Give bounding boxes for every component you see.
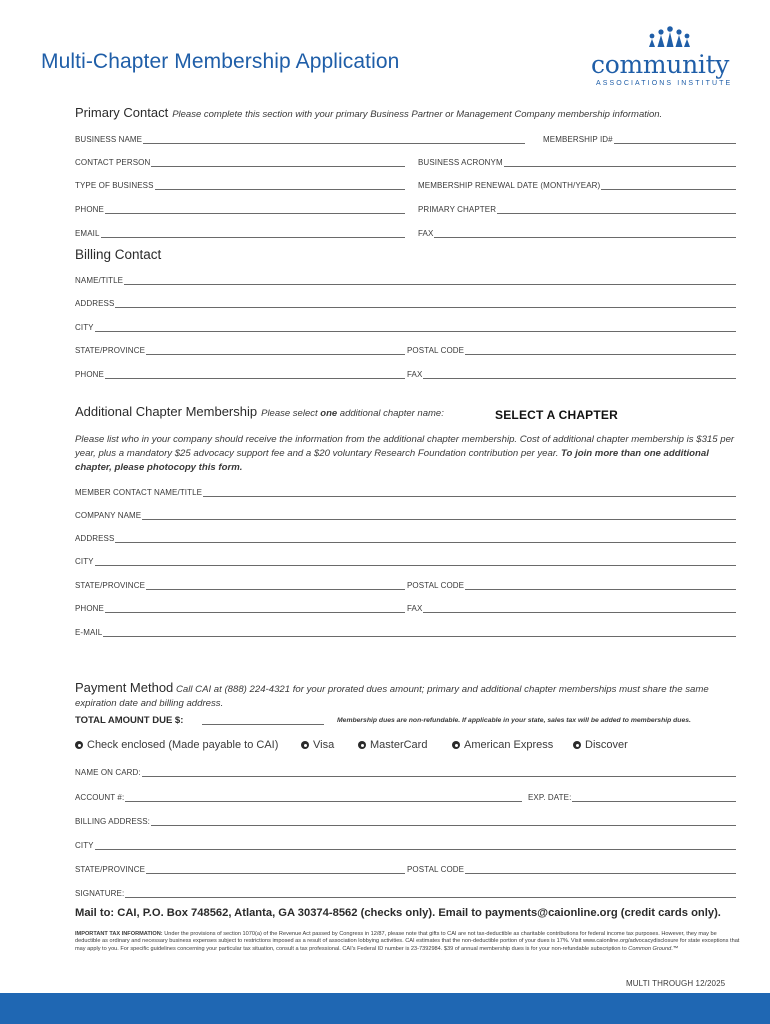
billing-name-title-field[interactable]: NAME/TITLE xyxy=(75,273,736,285)
page-title: Multi-Chapter Membership Application xyxy=(41,50,400,73)
renewal-date-field[interactable]: MEMBERSHIP RENEWAL DATE (MONTH/YEAR) xyxy=(418,178,736,190)
additional-postal-field[interactable]: POSTAL CODE xyxy=(407,578,736,590)
logo-subtitle: ASSOCIATIONS INSTITUTE xyxy=(596,80,733,87)
type-of-business-field[interactable]: TYPE OF BUSINESS xyxy=(75,178,405,190)
card-billing-address-field[interactable]: BILLING ADDRESS: xyxy=(75,814,736,826)
billing-address-field[interactable]: ADDRESS xyxy=(75,296,736,308)
total-amount-input[interactable] xyxy=(202,724,324,725)
primary-chapter-field[interactable]: PRIMARY CHAPTER xyxy=(418,202,736,214)
option-amex[interactable]: American Express xyxy=(452,739,553,751)
option-visa[interactable]: Visa xyxy=(301,739,334,751)
mail-instructions: Mail to: CAI, P.O. Box 748562, Atlanta, GA 30374-8562 (checks only). Email to payments@caionline.org (credit cards only). xyxy=(75,907,721,919)
additional-phone-field[interactable]: PHONE xyxy=(75,601,405,613)
billing-contact-heading: Billing Contact xyxy=(75,247,162,262)
people-logo-icon xyxy=(646,26,692,48)
form-code: MULTI THROUGH 12/2025 xyxy=(626,979,726,988)
business-name-field[interactable]: BUSINESS NAME xyxy=(75,132,525,144)
chapter-select[interactable]: SELECT A CHAPTER xyxy=(495,408,618,422)
tax-information: IMPORTANT TAX INFORMATION: Under the provisions of section 1070(a) of the Revenue Act passed by Congress in 12/87, please note that gifts to CAI are not tax-deductible as charitable contributions for federal income tax purposes. However, they may be deductible as ordinary and necessary business expenses subject to restrictions imposed as a result of association lobbying activities. CAI estimates that the non-deductible portion of your dues is 17%. Visit www.caionline.org/advocacydisclosure for state exceptions that may apply to you. For specific guidelines concerning your particular tax situation, consult a tax professional. CAI's Federal ID number is 23-7392984. $39 of annual membership dues is for your non-refundable subscription to Common Ground.™ xyxy=(75,931,740,952)
additional-fax-field[interactable]: FAX xyxy=(407,601,736,613)
primary-email-field[interactable]: EMAIL xyxy=(75,226,405,238)
signature-field[interactable]: SIGNATURE: xyxy=(75,886,736,898)
card-city-field[interactable]: CITY xyxy=(75,838,736,850)
billing-phone-field[interactable]: PHONE xyxy=(75,367,405,379)
additional-email-field[interactable]: E-MAIL xyxy=(75,625,736,637)
radio-icon[interactable] xyxy=(75,741,83,749)
total-amount-row xyxy=(75,714,740,728)
primary-fax-field[interactable]: FAX xyxy=(418,226,736,238)
radio-icon[interactable] xyxy=(452,741,460,749)
total-amount-note: Membership dues are non-refundable. If applicable in your state, sales tax will be added to membership dues. xyxy=(337,717,691,724)
additional-address-field[interactable]: ADDRESS xyxy=(75,531,736,543)
billing-state-field[interactable]: STATE/PROVINCE xyxy=(75,343,405,355)
billing-city-field[interactable]: CITY xyxy=(75,320,736,332)
radio-icon[interactable] xyxy=(358,741,366,749)
radio-icon[interactable] xyxy=(573,741,581,749)
option-discover[interactable]: Discover xyxy=(573,739,628,751)
primary-phone-field[interactable]: PHONE xyxy=(75,202,405,214)
primary-contact-heading: Primary Contact Please complete this section with your primary Business Partner or Management Company membership information. xyxy=(75,105,663,120)
option-check[interactable]: Check enclosed (Made payable to CAI) xyxy=(75,739,278,751)
card-state-field[interactable]: STATE/PROVINCE xyxy=(75,862,405,874)
name-on-card-field[interactable]: NAME ON CARD: xyxy=(75,765,736,777)
member-contact-field[interactable]: MEMBER CONTACT NAME/TITLE xyxy=(75,485,736,497)
business-acronym-field[interactable]: BUSINESS ACRONYM xyxy=(418,155,736,167)
primary-contact-note: Please complete this section with your primary Business Partner or Management Company membership information. xyxy=(172,109,663,120)
contact-person-field[interactable]: CONTACT PERSON xyxy=(75,155,405,167)
logo-wordmark: community xyxy=(591,50,730,79)
account-number-field[interactable]: ACCOUNT #: xyxy=(75,790,522,802)
card-postal-field[interactable]: POSTAL CODE xyxy=(407,862,736,874)
additional-chapter-heading: Additional Chapter Membership Please select one additional chapter name: xyxy=(75,404,444,419)
membership-id-field[interactable]: MEMBERSHIP ID# xyxy=(543,132,736,144)
total-amount-label: TOTAL AMOUNT DUE $: xyxy=(75,715,184,726)
company-name-field[interactable]: COMPANY NAME xyxy=(75,508,736,520)
option-mastercard[interactable]: MasterCard xyxy=(358,739,427,751)
billing-fax-field[interactable]: FAX xyxy=(407,367,736,379)
footer-bar xyxy=(0,993,770,1024)
additional-chapter-info: Please list who in your company should receive the information from the additional chapter membership. Cost of additional chapter membership is $315 per year, plus a mandatory $25 advocacy support fee and a $20 voluntary Research Foundation contribution per year. To join more than one additional chapter, please photocopy this form. xyxy=(75,434,735,473)
exp-date-field[interactable]: EXP. DATE: xyxy=(528,790,736,802)
additional-city-field[interactable]: CITY xyxy=(75,554,736,566)
additional-state-field[interactable]: STATE/PROVINCE xyxy=(75,578,405,590)
billing-postal-field[interactable]: POSTAL CODE xyxy=(407,343,736,355)
cai-logo xyxy=(588,26,748,92)
payment-method-heading: Payment Method Call CAI at (888) 224-4321 for your prorated dues amount; primary and additional chapter memberships must share the same expiration date and billing address. xyxy=(75,680,709,709)
radio-icon[interactable] xyxy=(301,741,309,749)
